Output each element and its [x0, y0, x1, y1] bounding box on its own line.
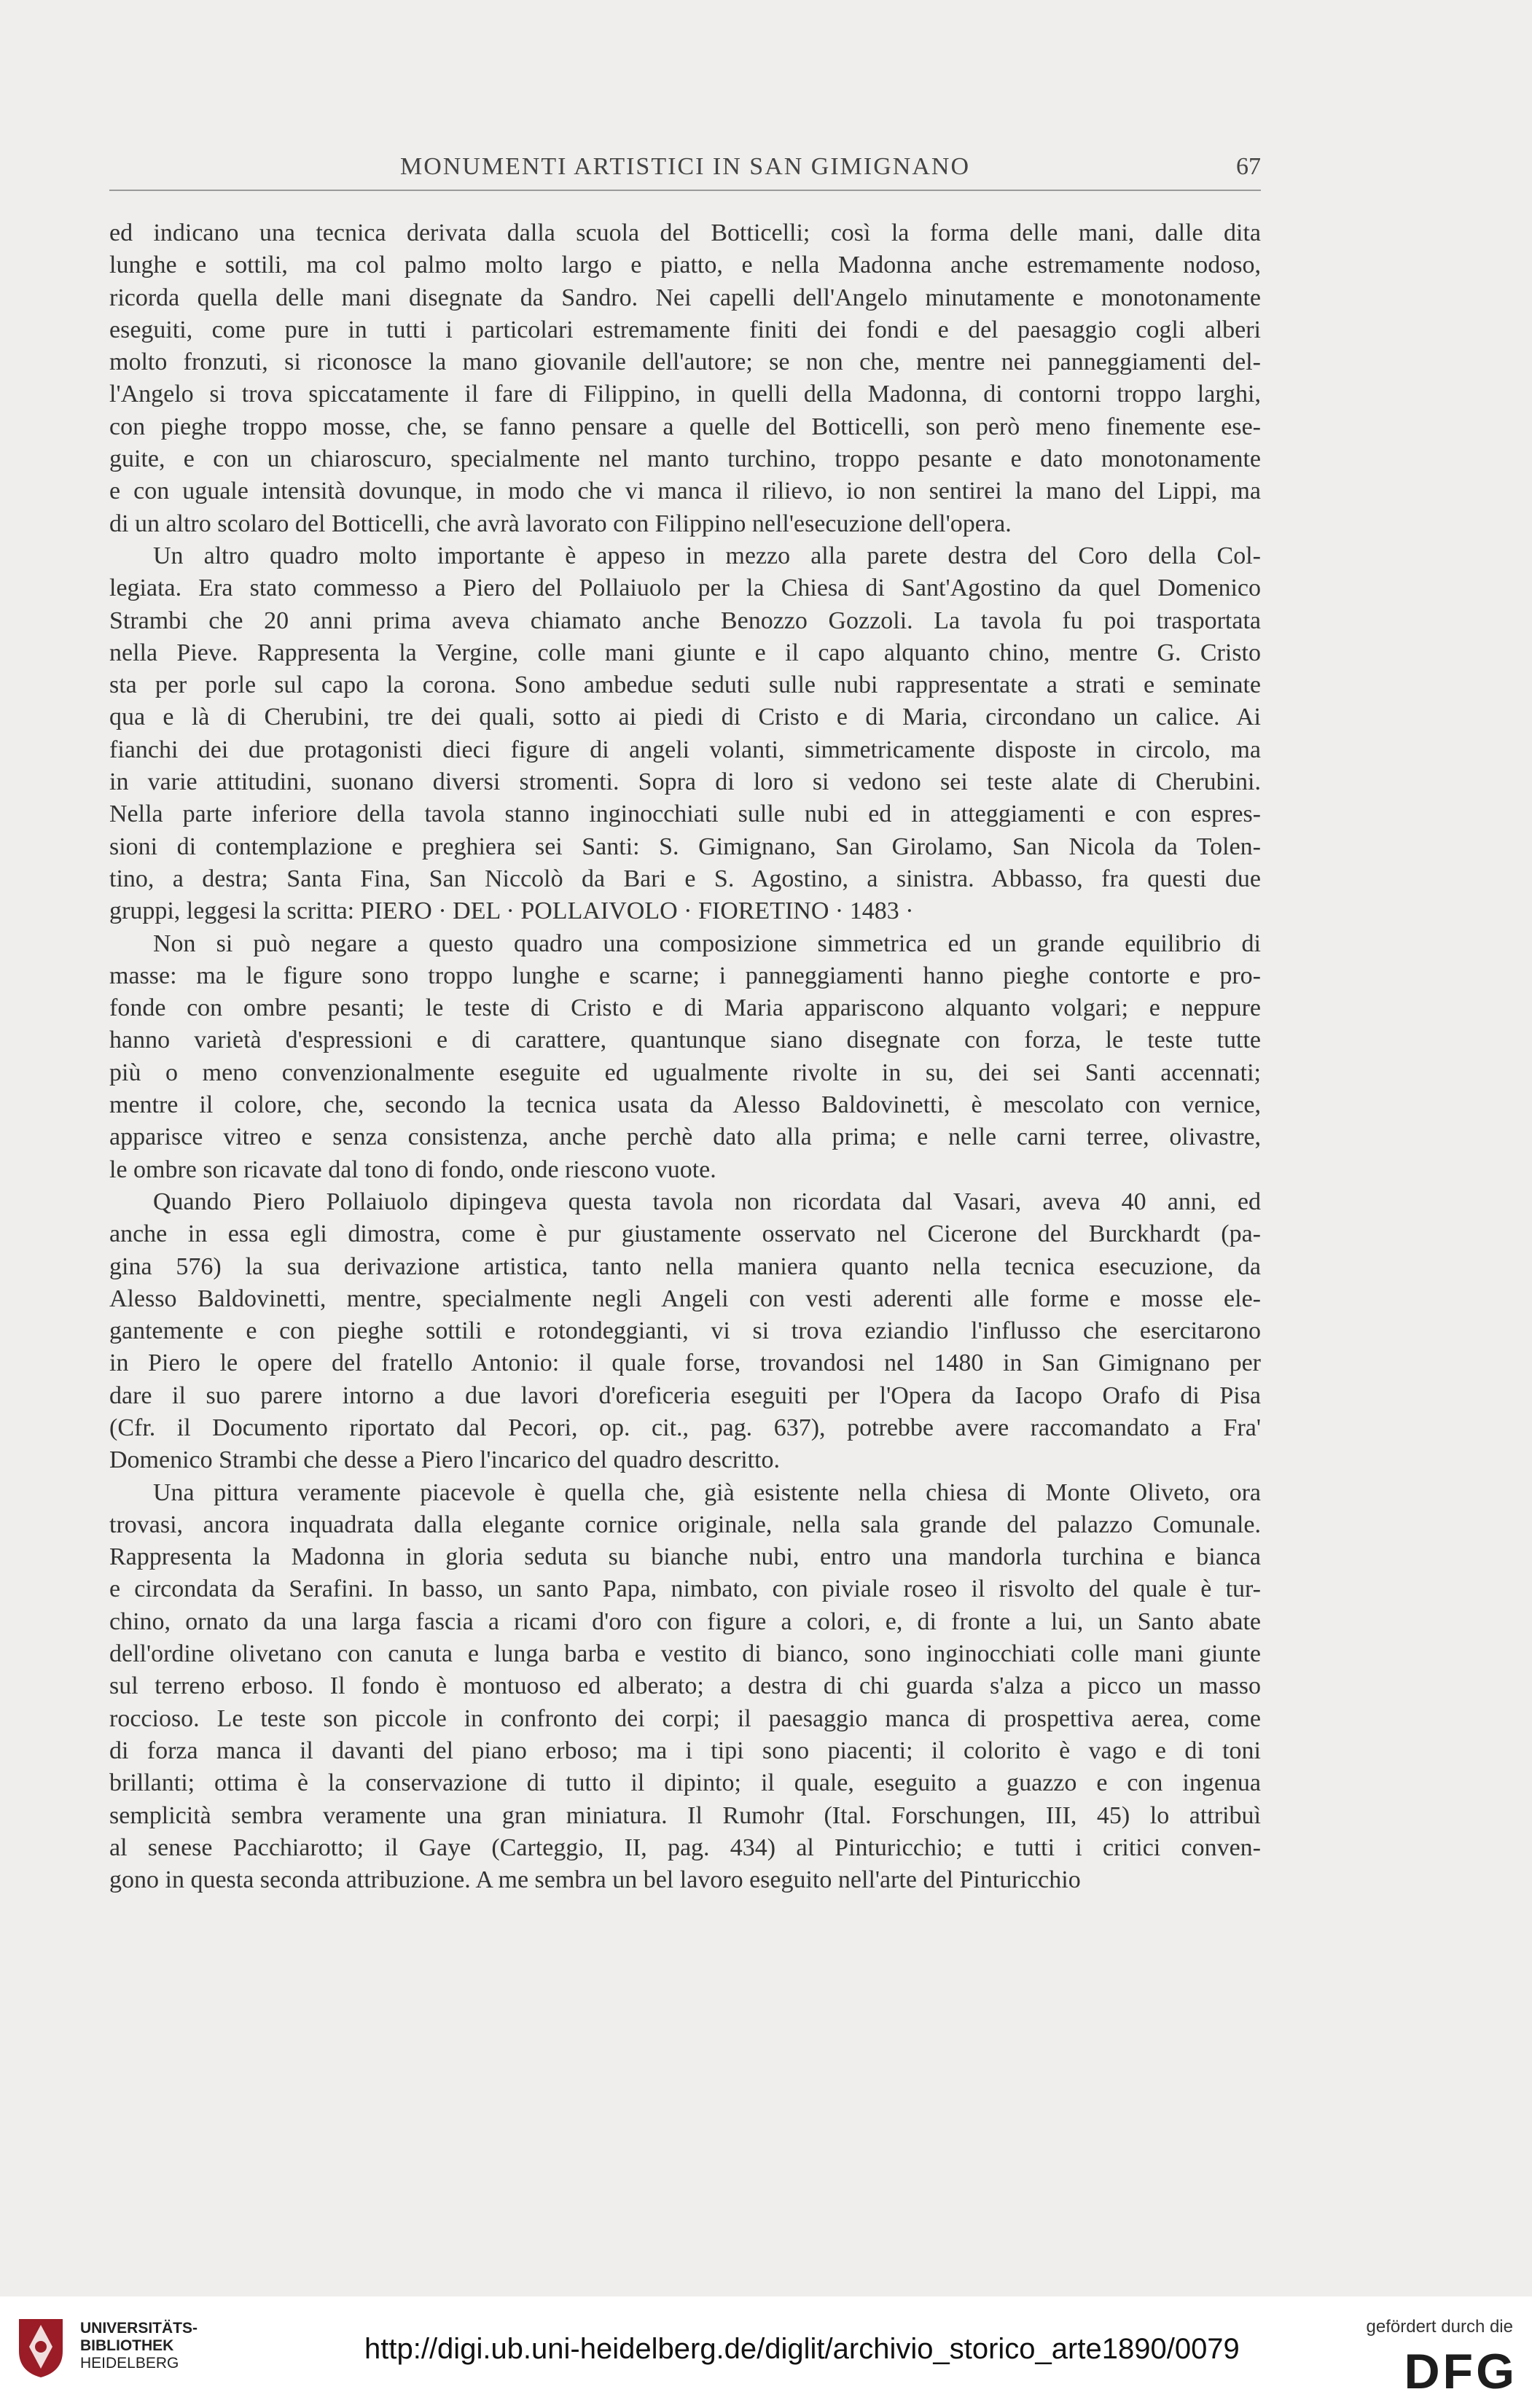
text-line: gruppi, leggesi la scritta: PIERO · DEL · POLLAIVOLO · FIORETINO · 1483 · — [109, 897, 914, 925]
text-line: trovasi, ancora inquadrata dalla elegante cornice originale, nella sala grande del palazzo Comunale. — [109, 1511, 1261, 1538]
paragraph — [109, 217, 1261, 540]
funded-by-label: gefördert durch die — [1366, 2317, 1513, 2337]
text-line: sta per porle sul capo la corona. Sono ambedue seduti sulle nubi rappresentate a strati e seminate — [109, 671, 1261, 699]
text-line: Una pittura veramente piacevole è quella che, già esistente nella chiesa di Monte Oliveto, ora — [153, 1478, 1261, 1506]
text-line: legiata. Era stato commesso a Piero del Pollaiuolo per la Chiesa di Sant'Agostino da quel Domenico — [109, 574, 1261, 602]
text-line: gina 576) la sua derivazione artistica, tanto nella maniera quanto nella tecnica esecuzione, da — [109, 1252, 1261, 1280]
university-seal-icon — [15, 2315, 67, 2380]
text-line: apparisce vitreo e senza consistenza, anche perchè dato alla prima; e nelle carni terree, olivastre, — [109, 1123, 1261, 1151]
text-line: Un altro quadro molto importante è appeso in mezzo alla parete destra del Coro della Col- — [153, 542, 1261, 569]
text-line: e circondata da Serafini. In basso, un santo Papa, nimbato, con piviale roseo il risvolto del quale è tur- — [109, 1575, 1261, 1603]
page-number: 67 — [1236, 153, 1261, 180]
text-line: più o meno convenzionalmente eseguite ed ugualmente rivolte in su, dei sei Santi accennati; — [109, 1059, 1261, 1086]
text-line: in Piero le opere del fratello Antonio: il quale forse, trovandosi nel 1480 in San Gimignano per — [109, 1349, 1261, 1377]
text-line: di forza manca il davanti del piano erboso; ma i tipi sono piacenti; il colorito è vago e di toni — [109, 1737, 1261, 1764]
text-line: Nella parte inferiore della tavola stanno inginocchiati sulle nubi ed in atteggiamenti e con espres- — [109, 800, 1261, 828]
text-line: lunghe e sottili, ma col palmo molto largo e piatto, e nella Madonna anche estremamente nodoso, — [109, 252, 1261, 279]
source-url-link[interactable]: http://digi.ub.uni-heidelberg.de/diglit/archivio_storico_arte1890/0079 — [364, 2333, 1240, 2365]
dfg-logo: DFG — [1404, 2344, 1517, 2399]
text-line: masse: ma le figure sono troppo lunghe e scarne; i panneggiamenti hanno pieghe contorte e pro- — [109, 962, 1261, 989]
text-line: brillanti; ottima è la conservazione di tutto il dipinto; il quale, eseguito a guazzo e con ingenua — [109, 1769, 1261, 1797]
text-line: semplicità sembra veramente una gran miniatura. Il Rumohr (Ital. Forschungen, III, 45) lo attribuì — [109, 1801, 1261, 1829]
text-line: chino, ornato da una larga fascia a ricami d'oro con figure a colori, e, di fronte a lui, un Santo abate — [109, 1608, 1261, 1635]
text-line: (Cfr. il Documento riportato dal Pecori, op. cit., pag. 637), potrebbe avere raccomandato a Fra' — [109, 1414, 1261, 1441]
digitization-footer — [0, 2296, 1532, 2408]
text-line: le ombre son ricavate dal tono di fondo, onde riescono vuote. — [109, 1156, 716, 1183]
text-line: gono in questa seconda attribuzione. A me sembra un bel lavoro eseguito nell'arte del Pinturicchio — [109, 1866, 1081, 1894]
text-line: hanno varietà d'espressioni e di carattere, quantunque siano disegnate con forza, le teste tutte — [109, 1026, 1261, 1054]
text-line: Quando Piero Pollaiuolo dipingeva questa tavola non ricordata dal Vasari, aveva 40 anni, ed — [153, 1188, 1261, 1215]
text-line: dare il suo parere intorno a due lavori d'oreficeria eseguiti per l'Opera da Iacopo Orafo di Pisa — [109, 1382, 1261, 1409]
text-line: Domenico Strambi che desse a Piero l'incarico del quadro descritto. — [109, 1446, 781, 1474]
text-line: Rappresenta la Madonna in gloria seduta su bianche nubi, entro una mandorla turchina e bianca — [109, 1543, 1261, 1571]
paragraph — [109, 540, 1261, 928]
text-line: nella Pieve. Rappresenta la Vergine, colle mani giunte e il capo alquanto chino, mentre G. Cristo — [109, 639, 1261, 666]
text-line: guite, e con un chiaroscuro, specialmente nel manto turchino, troppo pesante e dato monotonamente — [109, 445, 1261, 473]
text-line: mentre il colore, che, secondo la tecnica usata da Alesso Baldovinetti, è mescolato con vernice, — [109, 1091, 1261, 1119]
text-line: in varie attitudini, suonano diversi stromenti. Sopra di loro si vedono sei teste alate di Cherubini. — [109, 768, 1261, 796]
text-line: Alesso Baldovinetti, mentre, specialmente negli Angeli con vesti aderenti alle forme e mosse ele- — [109, 1285, 1261, 1312]
text-line: gantemente e con pieghe sottili e rotondeggianti, vi si trova eziandio l'influsso che esercitarono — [109, 1317, 1261, 1345]
text-line: eseguiti, come pure in tutti i particolari estremamente finiti dei fondi e del paesaggio cogli alberi — [109, 316, 1261, 343]
text-line: Strambi che 20 anni prima aveva chiamato anche Benozzo Gozzoli. La tavola fu poi trasportata — [109, 607, 1261, 634]
library-name-line1: UNIVERSITÄTS- — [80, 2320, 198, 2337]
library-city: HEIDELBERG — [80, 2355, 179, 2372]
body-text — [109, 217, 1261, 1896]
text-line: l'Angelo si trova spiccatamente il fare di Filippino, in quelli della Madonna, di contorni troppo larghi, — [109, 381, 1261, 408]
text-line: ricorda quella delle mani disegnate da Sandro. Nei capelli dell'Angelo minutamente e monotonamente — [109, 284, 1261, 311]
library-name-line2: BIBLIOTHEK — [80, 2337, 174, 2354]
text-line: fianchi dei due protagonisti dieci figure di angeli volanti, simmetricamente disposte in circolo, ma — [109, 736, 1261, 763]
text-line: tino, a destra; Santa Fina, San Niccolò da Bari e S. Agostino, a sinistra. Abbasso, fra questi due — [109, 865, 1261, 892]
text-line: molto fronzuti, si riconosce la mano giovanile dell'autore; se non che, mentre nei panneggiamenti del- — [109, 348, 1261, 376]
text-line: con pieghe troppo mosse, che, se fanno pensare a quelle del Botticelli, son però meno finemente ese- — [109, 413, 1261, 440]
text-line: anche in essa egli dimostra, come è pur giustamente osservato nel Cicerone del Burckhardt (pa- — [109, 1220, 1261, 1248]
text-line: sioni di contemplazione e preghiera sei Santi: S. Gimignano, San Girolamo, San Nicola da Tolen- — [109, 833, 1261, 860]
text-line: roccioso. Le teste son piccole in confronto dei corpi; il paesaggio manca di prospettiva aerea, come — [109, 1704, 1261, 1732]
paragraph — [109, 1186, 1261, 1477]
running-head — [109, 153, 1261, 191]
text-line: al senese Pacchiarotto; il Gaye (Carteggio, II, pag. 434) al Pinturicchio; e tutti i critici conven- — [109, 1834, 1261, 1861]
running-title: MONUMENTI ARTISTICI IN SAN GIMIGNANO — [399, 153, 971, 180]
text-line: e con uguale intensità dovunque, in modo che vi manca il rilievo, io non sentirei la mano del Lippi, ma — [109, 478, 1261, 505]
paragraph — [109, 1477, 1261, 1897]
text-line: Non si può negare a questo quadro una composizione simmetrica ed un grande equilibrio di — [153, 930, 1261, 957]
library-name — [80, 2320, 198, 2372]
text-line: sul terreno erboso. Il fondo è montuoso ed alberato; a destra di chi guarda s'alza a picco un masso — [109, 1672, 1261, 1700]
text-line: fonde con ombre pesanti; le teste di Cristo e di Maria appariscono alquanto volgari; e neppure — [109, 994, 1261, 1022]
text-line: di un altro scolaro del Botticelli, che avrà lavorato con Filippino nell'esecuzione dell'opera. — [109, 510, 1012, 537]
paragraph — [109, 928, 1261, 1186]
text-line: dell'ordine olivetano con canuta e lunga barba e vestito di bianco, sono inginocchiati colle mani giunte — [109, 1640, 1261, 1668]
text-line: qua e là di Cherubini, tre dei quali, sotto ai piedi di Cristo e di Maria, circondano un calice. Ai — [109, 704, 1261, 731]
text-line: ed indicano una tecnica derivata dalla scuola del Botticelli; così la forma delle mani, dalle dita — [109, 219, 1261, 246]
